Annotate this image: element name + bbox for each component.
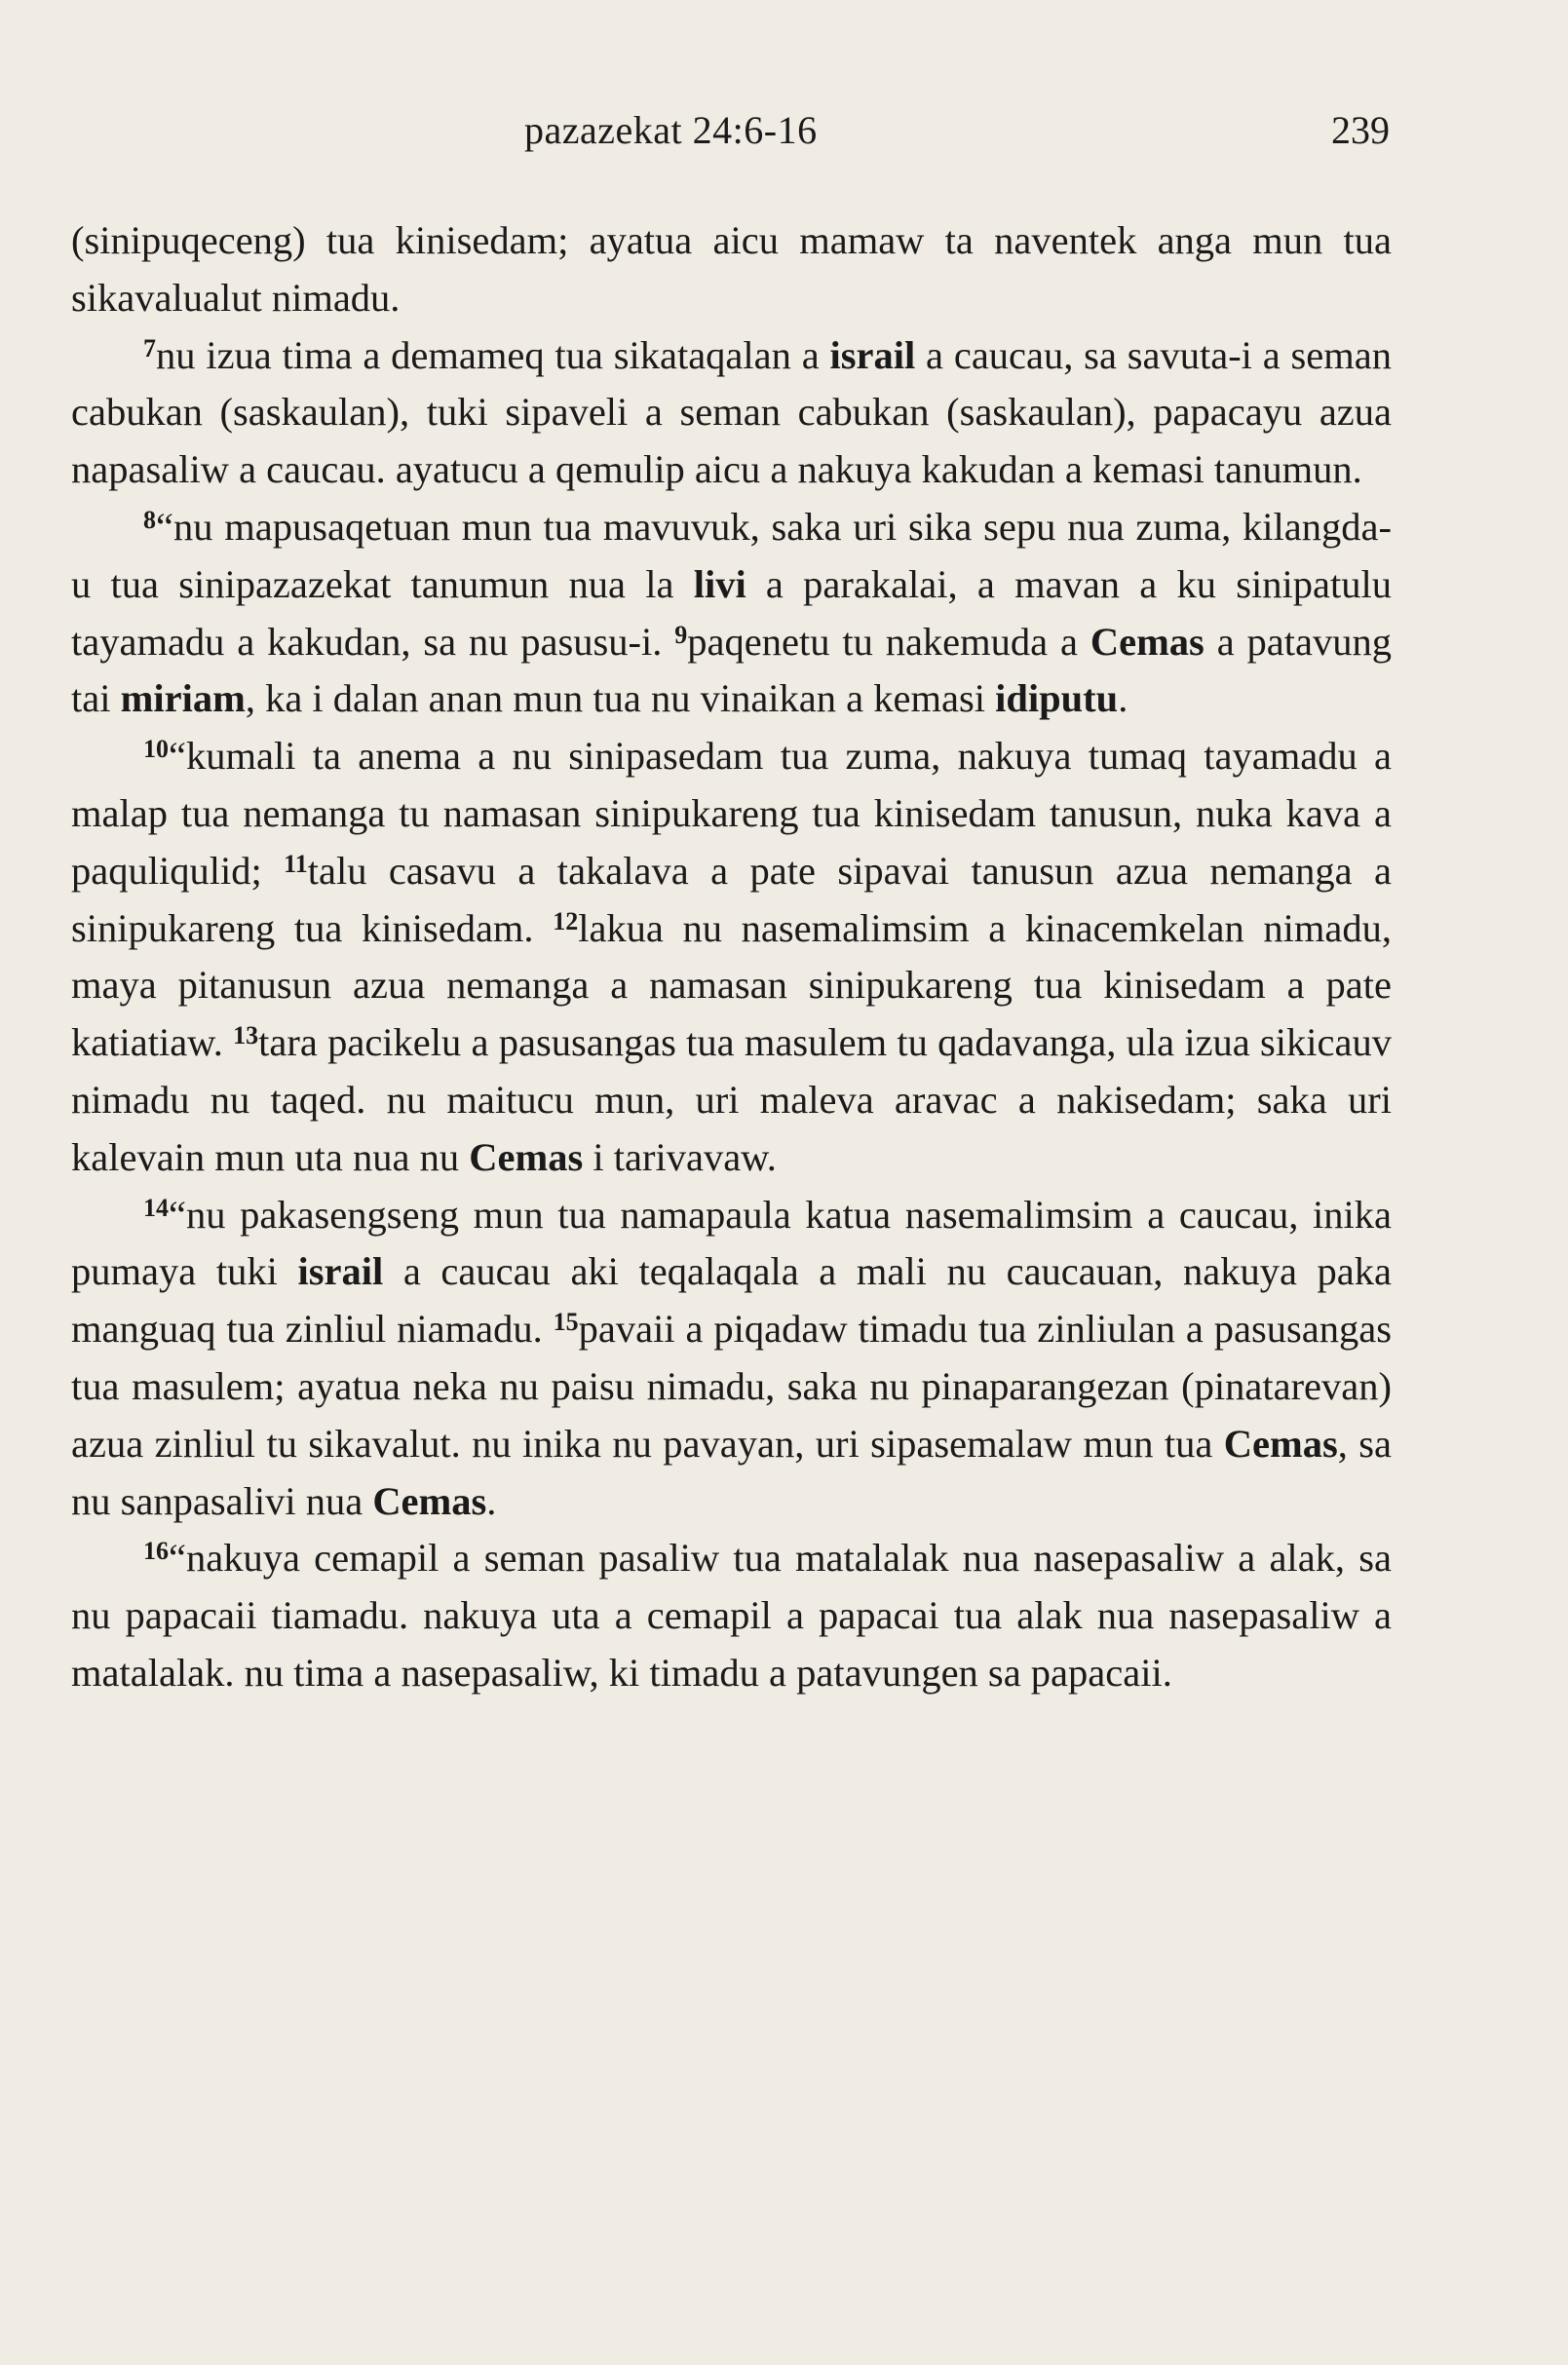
- text-run: “nu pakasengseng mun tua namapaula katua nasemalimsim a caucau, inika pumaya tuki: [71, 1192, 1392, 1294]
- text-run: i tarivavaw.: [583, 1134, 777, 1179]
- verse-number: 9: [674, 620, 688, 649]
- text-run: (sinipuqeceng) tua kinisedam; ayatua aicu mamaw ta naventek anga mun tua sikavalualut nimadu.: [71, 218, 1392, 320]
- text-run: .: [1118, 676, 1128, 721]
- text-run: “kumali ta anema a nu sinipasedam tua zuma, nakuya tumaq tayamadu a malap tua nemanga tu namasan sinipukareng tua kinisedam tanusun, nuka kava a paquliqulid;: [71, 734, 1392, 893]
- verse-number: 15: [553, 1308, 579, 1337]
- verse-number: 7: [143, 333, 156, 362]
- text-run: paqenetu tu nakemuda a: [687, 619, 1090, 664]
- paragraph: [71, 1530, 1392, 1701]
- verse-number: 8: [143, 505, 156, 534]
- text-body: [71, 212, 1392, 1702]
- text-run: a caucau aki teqalaqala a mali nu caucauan, nakuya paka manguaq tua zinliul niamadu.: [71, 1249, 1392, 1352]
- text-run: a patavung tai: [71, 619, 1392, 721]
- paragraph: [71, 1187, 1392, 1531]
- verse-number: 13: [233, 1021, 259, 1050]
- verse-number: 11: [284, 849, 308, 878]
- bold-term: idiputu: [995, 676, 1119, 721]
- verse-number: 10: [143, 735, 169, 764]
- text-run: a caucau, sa savuta-i a seman cabukan (saskaulan), tuki sipaveli a seman cabukan (saskaulan), papacayu azua napasaliw a caucau. ayatucu a qemulip aicu a nakuya kakudan a kemasi tanumun.: [71, 332, 1393, 492]
- bold-term: livi: [693, 561, 746, 606]
- paragraph: [71, 728, 1392, 1186]
- bold-term: israil: [297, 1249, 384, 1294]
- text-run: “nu mapusaqetuan mun tua mavuvuk, saka uri sika sepu nua zuma, kilangda-u tua sinipazazekat tanumun nua la: [71, 504, 1392, 606]
- text-run: .: [486, 1478, 497, 1523]
- page-header: [71, 107, 1390, 166]
- bold-term: israil: [829, 332, 916, 377]
- bold-term: miriam: [120, 676, 246, 721]
- text-run: a parakalai, a mavan a ku sinipatulu tayamadu a kakudan, sa nu pasusu-i.: [71, 561, 1392, 664]
- bold-term: Cemas: [469, 1134, 584, 1179]
- paragraph: [71, 327, 1392, 499]
- verse-number: 12: [553, 906, 579, 935]
- running-head: pazazekat 24:6-16: [524, 108, 818, 152]
- text-run: “nakuya cemapil a seman pasaliw tua matalalak nua nasepasaliw a alak, sa nu papacaii tiamadu. nakuya uta a cemapil a papacai tua alak nua nasepasaliw a matalalak. nu tima a nasepasaliw, ki timadu a patavungen sa papacaii.: [71, 1536, 1392, 1695]
- text-run: , sa nu sanpasalivi nua: [71, 1421, 1392, 1523]
- page-number: 239: [1331, 108, 1390, 152]
- text-run: tara pacikelu a pasusangas tua masulem tu qadavanga, ula izua sikicauv nimadu nu taqed. nu maitucu mun, uri maleva aravac a nakisedam; saka uri kalevain mun uta nua nu: [71, 1020, 1392, 1179]
- paragraph: [71, 499, 1392, 728]
- text-run: pavaii a piqadaw timadu tua zinliulan a pasusangas tua masulem; ayatua neka nu paisu nimadu, saka nu pinaparangezan (pinatarevan) azua zinliul tu sikavalut. nu inika nu pavayan, uri sipasemalaw mun tua: [71, 1307, 1392, 1466]
- verse-number: 14: [143, 1193, 169, 1222]
- verse-number: 16: [143, 1537, 169, 1566]
- text-run: lakua nu nasemalimsim a kinacemkelan nimadu, maya pitanusun azua nemanga a namasan sinipukareng tua kinisedam a pate katiatiaw.: [71, 905, 1392, 1065]
- text-run: , ka i dalan anan mun tua nu vinaikan a kemasi: [245, 676, 996, 721]
- text-run: nu izua tima a demameq tua sikataqalan a: [156, 332, 830, 377]
- bold-term: Cemas: [1223, 1421, 1338, 1466]
- bold-term: Cemas: [372, 1478, 487, 1523]
- bold-term: Cemas: [1090, 619, 1205, 664]
- paragraph: [71, 212, 1392, 327]
- text-run: talu casavu a takalava a pate sipavai tanusun azua nemanga a sinipukareng tua kinisedam.: [71, 848, 1392, 950]
